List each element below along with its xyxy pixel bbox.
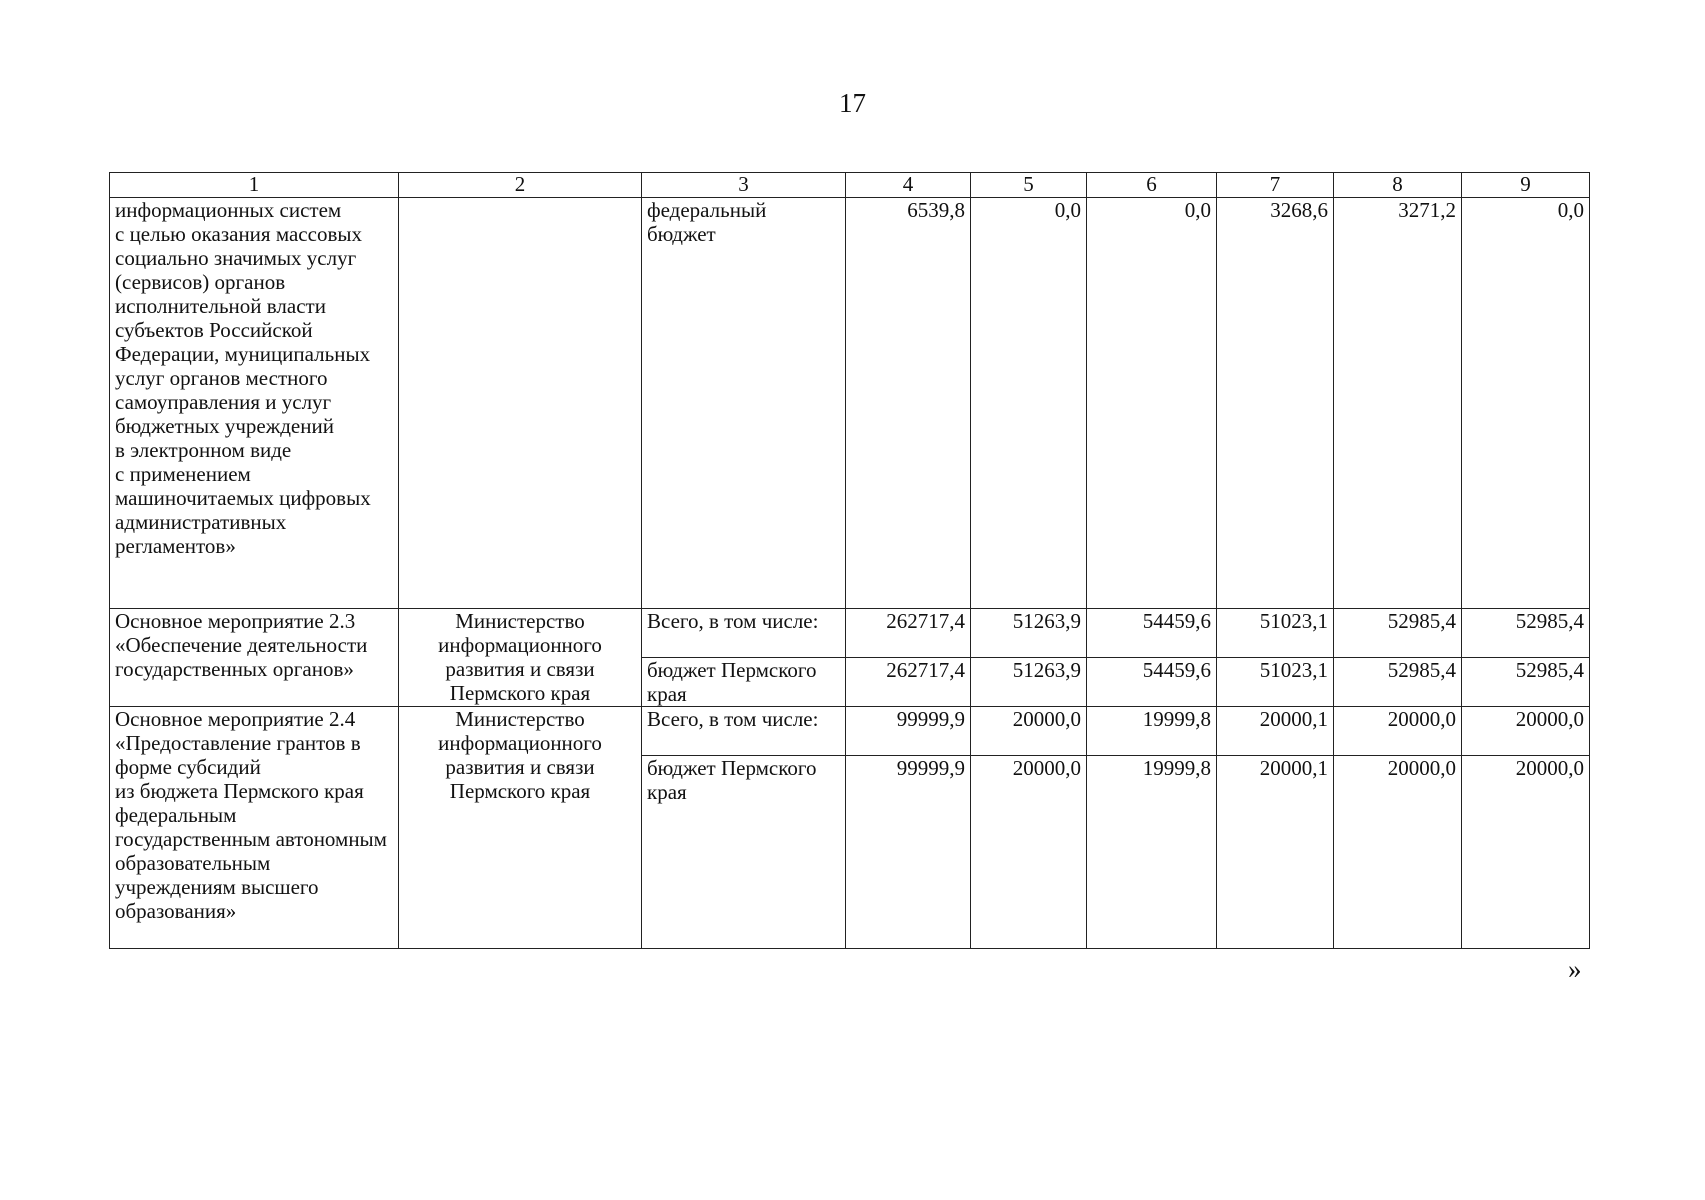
funding-source-cell: Всего, в том числе:: [642, 707, 846, 756]
amount-cell: 19999,8: [1087, 756, 1217, 949]
column-header: 8: [1334, 173, 1462, 198]
amount-cell: 20000,0: [971, 756, 1087, 949]
table-row: [110, 707, 1590, 756]
amount-cell: 52985,4: [1334, 658, 1462, 707]
measure-cell: Основное мероприятие 2.4 «Предоставление грантов в форме субсидий из бюджета Пермского края федеральным государственным автономным образовательным учреждениям высшего образования»: [110, 707, 399, 949]
amount-cell: 54459,6: [1087, 658, 1217, 707]
column-header: 6: [1087, 173, 1217, 198]
amount-cell: 52985,4: [1462, 609, 1590, 658]
executor-cell: Министерство информационного развития и связи Пермского края: [399, 609, 642, 707]
amount-cell: 54459,6: [1087, 609, 1217, 658]
executor-cell: [399, 198, 642, 609]
executor-cell: Министерство информационного развития и связи Пермского края: [399, 707, 642, 949]
amount-cell: 52985,4: [1462, 658, 1590, 707]
amount-cell: 20000,0: [1462, 756, 1590, 949]
amount-cell: 0,0: [971, 198, 1087, 609]
column-header: 4: [846, 173, 971, 198]
column-header: 9: [1462, 173, 1590, 198]
column-header: 5: [971, 173, 1087, 198]
column-header: 1: [110, 173, 399, 198]
amount-cell: 20000,0: [1334, 756, 1462, 949]
amount-cell: 51263,9: [971, 609, 1087, 658]
header-row: [110, 173, 1590, 198]
amount-cell: 51023,1: [1217, 658, 1334, 707]
amount-cell: 0,0: [1087, 198, 1217, 609]
table-row: [110, 198, 1590, 609]
amount-cell: 20000,1: [1217, 756, 1334, 949]
closing-quote-mark: »: [1568, 954, 1582, 984]
amount-cell: 20000,0: [1462, 707, 1590, 756]
amount-cell: 99999,9: [846, 707, 971, 756]
amount-cell: 51263,9: [971, 658, 1087, 707]
amount-cell: 6539,8: [846, 198, 971, 609]
amount-cell: 262717,4: [846, 658, 971, 707]
amount-cell: 3271,2: [1334, 198, 1462, 609]
amount-cell: 20000,0: [971, 707, 1087, 756]
funding-source-cell: федеральный бюджет: [642, 198, 846, 609]
amount-cell: 19999,8: [1087, 707, 1217, 756]
page-number: 17: [839, 88, 866, 118]
measure-cell: Основное мероприятие 2.3 «Обеспечение деятельности государственных органов»: [110, 609, 399, 707]
measure-cell: информационных систем с целью оказания массовых социально значимых услуг (сервисов) органов исполнительной власти субъектов Российской Федерации, муниципальных услуг органов местного самоуправления и услуг бюджетных учреждений в электронном виде с применением машиночитаемых цифровых административных регламентов»: [110, 198, 399, 609]
table-row: [110, 609, 1590, 658]
amount-cell: 262717,4: [846, 609, 971, 658]
column-header: 7: [1217, 173, 1334, 198]
funding-source-cell: Всего, в том числе:: [642, 609, 846, 658]
funding-source-cell: бюджет Пермского края: [642, 756, 846, 949]
amount-cell: 99999,9: [846, 756, 971, 949]
column-header: 3: [642, 173, 846, 198]
amount-cell: 3268,6: [1217, 198, 1334, 609]
amount-cell: 52985,4: [1334, 609, 1462, 658]
amount-cell: 20000,1: [1217, 707, 1334, 756]
amount-cell: 20000,0: [1334, 707, 1462, 756]
amount-cell: 0,0: [1462, 198, 1590, 609]
column-header: 2: [399, 173, 642, 198]
amount-cell: 51023,1: [1217, 609, 1334, 658]
funding-source-cell: бюджет Пермского края: [642, 658, 846, 707]
budget-table: [109, 172, 1590, 949]
